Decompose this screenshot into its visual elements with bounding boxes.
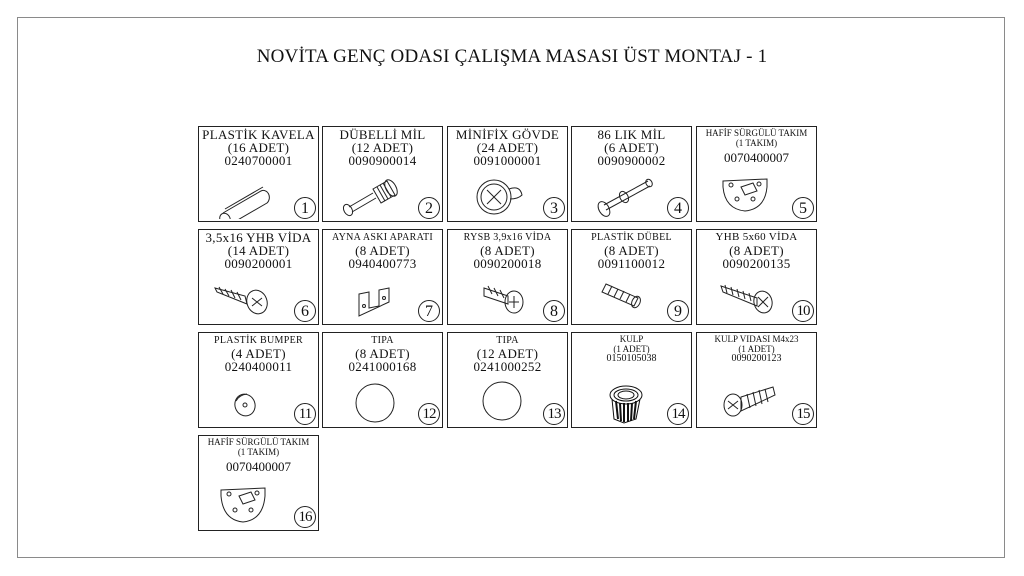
part-code: 0241000168: [348, 359, 417, 374]
part-number-badge: 9: [667, 300, 689, 322]
part-code: 0091000001: [473, 153, 542, 168]
part-quantity: (1 TAKIM): [735, 138, 778, 148]
part-code: 0090900002: [597, 153, 666, 168]
part-number-badge: 2: [418, 197, 440, 219]
part-code: 0070400007: [226, 459, 291, 474]
part-name: MİNİFİX GÖVDE: [455, 127, 560, 142]
part-name: 86 LIK MİL: [597, 127, 666, 142]
part-card-7: [322, 229, 443, 325]
part-card-2: [322, 126, 443, 222]
part-card-9: [571, 229, 692, 325]
bumper-icon: [205, 375, 289, 425]
part-code: 0090900014: [348, 153, 417, 168]
part-quantity: (1 ADET): [738, 344, 775, 354]
part-card-15: [696, 332, 817, 428]
part-card-4: [571, 126, 692, 222]
wood-screw-icon: [205, 272, 289, 322]
part-card-13: [447, 332, 568, 428]
part-quantity: (8 ADET): [355, 346, 410, 361]
part-card-16: [198, 435, 319, 531]
part-name: PLASTİK KAVELA: [202, 127, 315, 142]
part-code: 0070400007: [724, 150, 789, 165]
slide-set-icon: [205, 478, 289, 528]
part-name: AYNA ASKI APARATI: [331, 232, 434, 243]
part-number-badge: 13: [543, 403, 565, 425]
part-name: KULP: [619, 334, 644, 344]
pan-screw-icon: [454, 272, 538, 322]
knob-icon: [578, 375, 662, 425]
part-name: HAFİF SÜRGÜLÜ TAKIM: [705, 128, 808, 138]
page-title: NOVİTA GENÇ ODASI ÇALIŞMA MASASI ÜST MONTAJ - 1: [256, 46, 768, 67]
mirror-hanger-icon: [329, 272, 413, 322]
part-name: HAFİF SÜRGÜLÜ TAKIM: [207, 437, 310, 447]
part-code: 0240400011: [224, 359, 293, 374]
part-card-10: [696, 229, 817, 325]
part-card-14: [571, 332, 692, 428]
part-card-1: [198, 126, 319, 222]
part-quantity: (12 ADET): [351, 140, 414, 155]
part-number-badge: 5: [792, 197, 814, 219]
part-quantity: (14 ADET): [227, 243, 290, 258]
part-quantity: (12 ADET): [476, 346, 539, 361]
part-card-12: [322, 332, 443, 428]
part-number-badge: 6: [294, 300, 316, 322]
part-quantity: (8 ADET): [604, 243, 659, 258]
part-card-11: [198, 332, 319, 428]
dowel-icon: [205, 169, 289, 219]
part-number-badge: 15: [792, 403, 814, 425]
part-name: PLASTİK BUMPER: [214, 335, 303, 346]
part-number-badge: 14: [667, 403, 689, 425]
part-card-8: [447, 229, 568, 325]
part-number-badge: 1: [294, 197, 316, 219]
part-code: 0091100012: [597, 256, 666, 271]
part-quantity: (16 ADET): [227, 140, 290, 155]
dowel-pin-icon: [329, 169, 413, 219]
part-code: 0090200135: [722, 256, 791, 271]
part-code: 0150105038: [606, 353, 657, 364]
part-quantity: (8 ADET): [355, 243, 410, 258]
long-screw-icon: [703, 272, 787, 322]
part-name: YHB 5x60 VİDA: [715, 231, 798, 243]
part-number-badge: 4: [667, 197, 689, 219]
part-quantity: (1 ADET): [613, 344, 650, 354]
wall-plug-icon: [578, 272, 662, 322]
part-name: TIPA: [371, 335, 394, 346]
part-name: KULP VIDASI M4x23: [714, 334, 799, 344]
part-card-3: [447, 126, 568, 222]
part-card-6: [198, 229, 319, 325]
part-number-badge: 7: [418, 300, 440, 322]
part-name: 3,5x16 YHB VİDA: [205, 230, 312, 245]
part-quantity: (1 TAKIM): [237, 447, 280, 457]
cap-icon: [454, 375, 538, 425]
part-card-5: [696, 126, 817, 222]
long-pin-icon: [578, 169, 662, 219]
part-code: 0940400773: [348, 256, 417, 271]
part-number-badge: 8: [543, 300, 565, 322]
part-name: DÜBELLİ MİL: [339, 127, 426, 142]
part-code: 0090200018: [473, 256, 542, 271]
part-quantity: (8 ADET): [729, 243, 784, 258]
part-quantity: (24 ADET): [476, 140, 539, 155]
part-quantity: (4 ADET): [231, 346, 286, 361]
part-quantity: (6 ADET): [604, 140, 659, 155]
part-name: PLASTİK DÜBEL: [591, 232, 672, 243]
part-number-badge: 3: [543, 197, 565, 219]
part-number-badge: 10: [792, 300, 814, 322]
part-code: 0090200001: [224, 256, 293, 271]
minifix-cam-icon: [454, 169, 538, 219]
part-quantity: (8 ADET): [480, 243, 535, 258]
part-number-badge: 16: [294, 506, 316, 528]
part-code: 0090200123: [731, 353, 782, 364]
part-name: TIPA: [496, 335, 519, 346]
part-number-badge: 12: [418, 403, 440, 425]
part-name: RYSB 3,9x16 VİDA: [463, 232, 552, 243]
knob-screw-icon: [703, 375, 787, 425]
cap-icon: [329, 375, 413, 425]
part-number-badge: 11: [294, 403, 316, 425]
part-code: 0240700001: [224, 153, 293, 168]
slide-set-icon: [703, 169, 787, 219]
part-code: 0241000252: [473, 359, 542, 374]
